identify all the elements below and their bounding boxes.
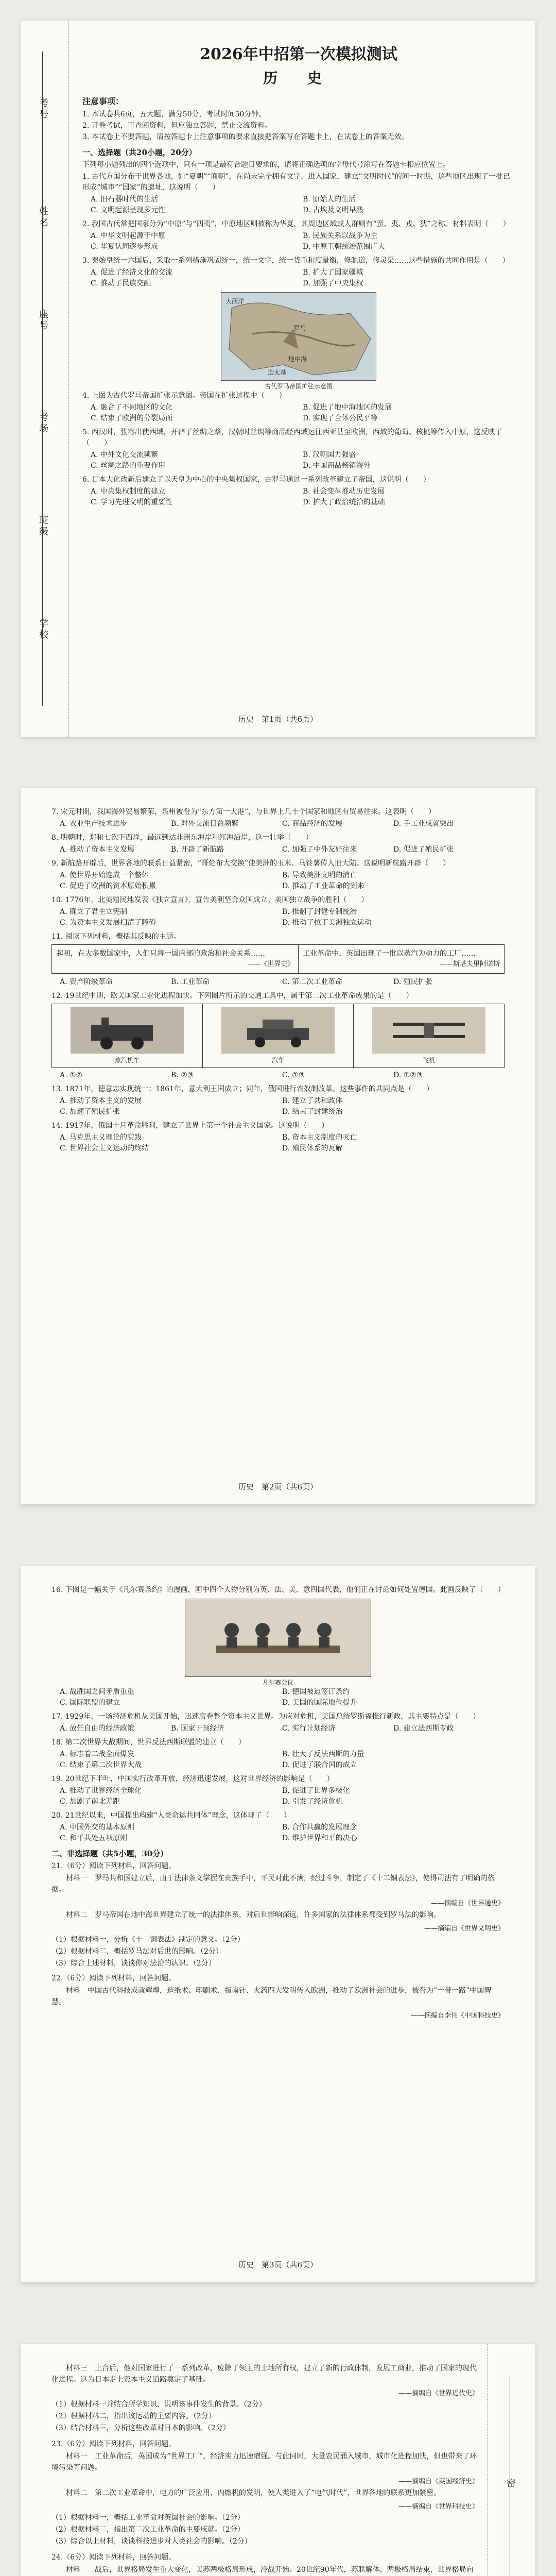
section-1-intro: 下列每小题列出的四个选项中，只有一项是最符合题目要求的，请将正确选项的字母代号涂写在答题卡相应位置上。 (82, 161, 450, 169)
option: D. 手工业成就突出 (393, 820, 454, 828)
question-9-options (51, 870, 505, 892)
image-cell (52, 1004, 203, 1068)
material-text: 起初，在大多数国家中，人们只将一国内部的政治和社会关系…… (56, 950, 265, 958)
option: C. 文明起源呈现多元性 (91, 206, 166, 214)
option: C. 华夏认同逐步形成 (91, 243, 159, 251)
option: B. 对外交流日益频繁 (171, 820, 239, 828)
roman-empire-map (221, 292, 376, 381)
binding-strip (21, 21, 68, 737)
binding-strip-right (488, 2344, 535, 2576)
question-14-options (51, 1132, 505, 1154)
question-24: 24.（6分）阅读下列材料，回答问题。 (51, 2553, 176, 2562)
option: A. 标志着二战全面爆发 (60, 1750, 135, 1758)
question-23-part-1: （1）根据材料一，概括工业革命对英国社会的影响。（2分） (51, 2514, 245, 2522)
option: D. 扩大了政治统治的基础 (303, 498, 385, 506)
question-4: 4. 上图为古代罗马帝国扩张示意图。帝国在扩张过程中（ ） (82, 392, 286, 400)
question-1: 1. 古代方国分布于世界各地，如“夏朝”“商朝”，在尚未完全拥有文字，进入国家，建立“文明时代”的同一时期，这些地区出现了一批已形成“城市”“国家”的遗址，这说明（ ） (82, 173, 510, 192)
question-22-part-3: （3）结合材料三，分析这些改革对日本的影响。（2分） (51, 2424, 230, 2432)
question-2-options (82, 231, 515, 252)
option: C. 世界社会主义运动的终结 (60, 1144, 149, 1153)
option: A. 中外文化交流频繁 (91, 451, 159, 459)
material-6-source: ——摘编自《世界科技史》 (398, 2503, 479, 2511)
option: B. 导致美洲文明的消亡 (282, 871, 357, 879)
question-3: 3. 秦始皇统一六国后，采取一系列措施巩固统一，统一文字，统一货币和度量衡，修驰道，修灵渠……这些措施的共同作用是（ ） (82, 257, 510, 265)
option: D. 结束了封建统治 (282, 1108, 343, 1116)
option: B. ②③ (171, 1071, 194, 1079)
option: B. 原始人的生活 (303, 195, 356, 204)
question-21: 21.（6分）阅读下列材料，回答问题。 (51, 1862, 176, 1870)
material-3: 材料 中国古代科技成就辉煌，造纸术、印刷术、指南针、火药四大发明传入欧洲，推动了欧洲社会的进步，被誉为“一带一路”中国智慧。 (51, 1987, 492, 2006)
exam-page-4 (21, 2344, 535, 2576)
option: D. 推动了工业革命的到来 (282, 882, 364, 890)
question-7-options (51, 819, 505, 829)
option: C. 丝绸之路的重要作用 (91, 462, 166, 470)
page-footer: 历史 第1页（共6页） (238, 715, 318, 724)
question-3-options (82, 267, 515, 289)
option: B. 国家干预经济 (171, 1724, 224, 1733)
binding-field-school: 学校 (38, 618, 48, 641)
question-16: 16. 下图是一幅关于《凡尔赛条约》的漫画，画中四个人物分别为英、法、美、意四国代表，他们正在讨论如何处置德国。此画反映了（ ） (51, 1586, 505, 1594)
option: D. 促进了联合国的成立 (282, 1761, 357, 1769)
material-cell-right (299, 945, 505, 974)
material-5: 材料一 工业革命后，英国成为“世界工厂”，经济实力迅速增强。与此同时，大量农民涌入城市，城市化进程加快，但也带来了环境污染等问题。 (51, 2452, 477, 2472)
option: C. 结束了欧洲的分裂局面 (91, 414, 173, 422)
option: A. 马克思主义理论的实践 (60, 1133, 142, 1142)
question-6: 6. 日本大化改新后建立了以天皇为中心的中央集权国家，古罗马通过一系列改革建立了帝国，这说明（ ） (82, 476, 430, 484)
question-22-part-2: （2）根据材料二，指出该运动的主要内容。（2分） (51, 2412, 216, 2420)
material-4: 材料三 上台后，他对国家进行了一系列改革，废除了领主的土地所有权，建立了新的行政体制，发展工商业，推动了国家的现代化进程。这为日本走上资本主义道路奠定了基础。 (51, 2364, 477, 2384)
note-item: 1. 本试卷共6页，五大题，满分50分，考试时间50分钟。 (82, 110, 266, 118)
image-table (51, 1004, 505, 1068)
material-4-source: ——摘编自《世界近代史》 (398, 2389, 479, 2397)
question-17: 17. 1929年，一场经济危机从美国开始，迅速席卷整个资本主义世界。为应对危机，美国总统罗斯福推行新政，其主要特点是（ ） (51, 1713, 480, 1721)
binding-field-exam-number: 考号 (38, 98, 48, 121)
option: A. 旧石器时代的生活 (91, 195, 159, 204)
binding-field-room: 考场 (38, 412, 48, 435)
option: D. 促进了殖民扩张 (393, 845, 454, 854)
airplane-image (372, 1007, 485, 1054)
steam-locomotive-image (71, 1007, 184, 1054)
question-21-part-2: （2）根据材料二，概括罗马法对后世的影响。（2分） (51, 1947, 223, 1956)
question-4-options (82, 402, 515, 424)
automobile-image (221, 1007, 335, 1054)
question-1-options (82, 194, 515, 216)
question-19-options (51, 1786, 505, 1807)
page-footer: 历史 第2页（共6页） (238, 1482, 318, 1492)
question-16-options (51, 1687, 505, 1708)
option: C. 商品经济的发展 (282, 820, 343, 828)
versailles-cartoon (185, 1599, 371, 1677)
option: C. 和平共处五项原则 (60, 1834, 128, 1842)
page-footer: 历史 第3页（共6页） (238, 2260, 318, 2269)
option: A. 中华文明起源于中原 (91, 232, 166, 240)
option: D. 中国商品畅销海外 (303, 462, 371, 470)
question-12-options (51, 1070, 505, 1081)
image-caption: 蒸汽机车 (114, 1057, 140, 1064)
option: C. 促进了欧洲的资本原始积累 (60, 882, 157, 890)
option: D. ①②③ (393, 1071, 423, 1079)
question-21-part-3: （3）综合上述材料，谈谈你对法治的认识。（2分） (51, 1959, 216, 1968)
option: B. 德国被迫签订条约 (282, 1688, 350, 1696)
option: A. 确立了君主立宪制 (60, 908, 128, 916)
option: A. 使世界开始连成一个整体 (60, 871, 149, 879)
notes-heading: 注意事项： (82, 96, 124, 106)
option: B. 建立了共和政体 (282, 1097, 343, 1105)
option: C. 加剧了南北差距 (60, 1798, 120, 1806)
question-22: 22.（6分）阅读下列材料，回答问题。 (51, 1974, 176, 1982)
question-18-options (51, 1749, 505, 1771)
option: D. 引发了经济危机 (282, 1798, 343, 1806)
material-2: 材料二 罗马帝国在地中海世界建立了统一的法律体系，对后世影响深远，许多国家的法律体系都受到罗马法的影响。 (66, 1911, 441, 1919)
option: A. 推动了资本主义的发展 (60, 1097, 142, 1105)
option: B. 民族关系以战争为主 (303, 232, 378, 240)
option: C. 加速了殖民扩张 (60, 1108, 120, 1116)
question-23: 23.（6分）阅读下列材料，回答问题。 (51, 2440, 176, 2448)
option: B. 推翻了封建专制统治 (282, 908, 357, 916)
exam-subject: 历 史 (263, 70, 334, 87)
option: A. 战胜国之间矛盾重重 (60, 1688, 135, 1696)
image-caption: 汽车 (271, 1057, 284, 1064)
note-item: 2. 开卷考试，可查阅资料，但应独立答题，禁止交流资料。 (82, 122, 272, 130)
question-10-options (51, 907, 505, 928)
option: D. 古埃及文明早熟 (303, 206, 363, 214)
material-2-source: ——摘编自《世界文明史》 (424, 1925, 505, 1933)
section-2-heading: 二、非选择题（共5小题，30分） (51, 1849, 168, 1858)
option: A. 资产阶级革命 (60, 978, 113, 986)
question-8: 8. 明朝时，郑和七次下西洋，最远到达非洲东海岸和红海沿岸，这一壮举（ ） (51, 834, 313, 842)
option: B. 社会变革推动历史发展 (303, 487, 385, 496)
option: C. ①③ (282, 1071, 305, 1079)
question-13: 13. 1871年，德意志实现统一；1861年，意大利王国成立；同年，俄国进行农奴制改革。这些事件的共同点是（ ） (51, 1085, 433, 1093)
option: B. 工业革命 (171, 978, 210, 986)
binding-line (42, 52, 43, 706)
material-3-source: ——摘编自李伟《中国科技史》 (410, 2012, 505, 2020)
material-1-source: ——摘编自《世界通史》 (430, 1900, 505, 1907)
question-8-options (51, 844, 505, 855)
material-table (51, 944, 505, 974)
material-1: 材料一 罗马共和国建立后，由于法律条文掌握在贵族手中，平民对此不满，经过斗争，制定了《十二铜表法》，使得司法有了明确的依据。 (51, 1874, 495, 1894)
question-5-options (82, 450, 515, 471)
image-cell (354, 1004, 505, 1068)
option: B. 合作共赢的发展理念 (282, 1823, 357, 1832)
page-4-content (51, 2363, 479, 2576)
option: C. 第二次工业革命 (282, 978, 343, 986)
option: D. 实现了全体公民平等 (303, 414, 378, 422)
option: C. 加强了中外友好往来 (282, 845, 357, 854)
option: C. 结束了第二次世界大战 (60, 1761, 142, 1769)
map-illustration (221, 293, 376, 380)
exam-page-2 (21, 788, 535, 1504)
question-13-options (51, 1096, 505, 1117)
map-label: 罗马 (293, 325, 306, 332)
option: D. 中原王朝统治范围广大 (303, 243, 385, 251)
option: A. 农业生产技术进步 (60, 820, 128, 828)
page-1-content (82, 39, 515, 511)
option: C. 推动了民族交融 (91, 279, 151, 287)
option: A. 中央集权制度的建立 (91, 487, 166, 496)
option: B. 汉朝国力强盛 (303, 451, 356, 459)
option: A. 中国外交的基本原则 (60, 1823, 135, 1832)
option: B. 促进了世界多极化 (282, 1787, 350, 1795)
binding-field-seat: 座号 (38, 309, 48, 332)
material-text: 工业革命中，英国出现了一批以蒸汽为动力的工厂…… (303, 950, 476, 958)
map-label: 地中海 (288, 355, 307, 363)
option: A. 推动了资本主义发展 (60, 845, 135, 854)
cartoon-caption: 凡尔赛会议 (262, 1679, 293, 1686)
question-11-options (51, 977, 505, 988)
seal-mark: 密 (505, 2478, 516, 2489)
option: D. 美国的国际地位提升 (282, 1699, 357, 1707)
option: C. 实行计划经济 (282, 1724, 336, 1733)
option: A. 推动了世界经济全球化 (60, 1787, 142, 1795)
question-21-part-1: （1）根据材料一，分析《十二铜表法》制定的意义。（2分） (51, 1936, 245, 1944)
option: C. 为资本主义发展扫清了障碍 (60, 919, 157, 927)
option: D. 推动了拉丁美洲独立运动 (282, 919, 372, 927)
exam-page-1 (21, 21, 535, 737)
option: B. 扩大了国家疆域 (303, 268, 363, 277)
material-6: 材料二 第二次工业革命中，电力的广泛应用，内燃机的发明，使人类进入了“电气时代”，世界各地的联系更加紧密。 (66, 2489, 441, 2497)
question-11: 11. 阅读下列材料，概括其反映的主题。 (51, 933, 181, 941)
option: A. ①② (60, 1071, 83, 1079)
option: D. 殖民扩张 (393, 978, 432, 986)
question-12: 12. 19世纪中期，欧美国家工业化进程加快。下列图片所示的交通工具中，属于第二次工业革命成果的是（ ） (51, 992, 413, 1000)
question-22-part-1: （1）根据材料一并结合所学知识，说明该事件发生的背景。（2分） (51, 2400, 266, 2409)
cartoon-illustration (185, 1599, 371, 1676)
question-23-part-3: （3）综合以上材料，谈谈科技进步对人类社会的影响。（2分） (51, 2537, 252, 2546)
question-6-options (82, 486, 515, 508)
option: A. 促进了经济文化的交流 (91, 268, 173, 277)
material-source: ——《世界史》 (247, 960, 294, 968)
exam-title: 2026年中招第一次模拟测试 (200, 45, 397, 63)
question-17-options (51, 1723, 505, 1734)
question-20: 20. 21世纪以来，中国提出构建“人类命运共同体”理念，这体现了（ ） (51, 1811, 291, 1820)
question-7: 7. 宋元时期，我国海外贸易繁荣，泉州被誉为“东方第一大港”，与世界上几十个国家和地区有贸易往来。这表明（ ） (51, 808, 436, 816)
material-5-source: ——摘编自《英国经济史》 (398, 2478, 479, 2485)
page-3-content (51, 1585, 505, 2022)
binding-field-name: 姓名 (38, 206, 48, 229)
map-caption: 古代罗马帝国扩张示意图 (264, 383, 333, 390)
question-2: 2. 我国古代常把国家分为“中原”与“四夷”，中原地区则被称为华夏，其周边区域或人群则有“蛮、夷、戎、狄”之称。材料表明（ ） (82, 220, 510, 228)
option: C. 学习先进文明的重要性 (91, 498, 173, 506)
image-caption: 飞机 (422, 1057, 435, 1064)
material-7: 材料 二战后，世界格局发生重大变化，美苏两极格局形成，冷战开始。20世纪90年代，苏联解体，两极格局结束，世界格局向 (66, 2566, 474, 2574)
option: D. 维护世界和平的决心 (282, 1834, 357, 1842)
question-18: 18. 第二次世界大战期间，世界反法西斯联盟的建立（ ） (51, 1738, 246, 1747)
material-cell-left (52, 945, 299, 974)
question-20-options (51, 1822, 505, 1844)
map-label: 迦太基 (268, 369, 287, 376)
option: D. 加强了中央集权 (303, 279, 363, 287)
map-label: 大西洋 (225, 298, 245, 305)
option: B. 促进了地中海地区的发展 (303, 403, 392, 412)
note-item: 3. 本试卷上不要答题，请按答题卡上注意事项的要求直接把答案写在答题卡上，在试卷上的答案无效。 (82, 133, 409, 141)
question-10: 10. 1776年，北美殖民地发表《独立宣言》，宣告美利坚合众国成立。美国独立战争的胜利（ ） (51, 896, 369, 904)
option: B. 壮大了反法西斯的力量 (282, 1750, 364, 1758)
question-23-part-2: （2）根据材料二，指出第二次工业革命的主要成就。（2分） (51, 2526, 245, 2534)
exam-page-3 (21, 1566, 535, 2282)
question-19: 19. 20世纪下半叶，中国实行改革开放，经济迅速发展，这对世界经济的影响是（ ） (51, 1775, 334, 1783)
option: B. 开辟了新航路 (171, 845, 224, 854)
section-1-heading: 一、选择题（共20小题，20分） (82, 148, 197, 157)
question-14: 14. 1917年，俄国十月革命胜利，建立了世界上第一个社会主义国家。这说明（ ） (51, 1122, 329, 1130)
option: D. 建立法西斯专政 (393, 1724, 454, 1733)
option: A. 融合了不同地区的文化 (91, 403, 173, 412)
question-5: 5. 西汉时，张骞出使西域，开辟了丝绸之路，汉朝时丝绸等商品经西域运往西亚甚至欧洲，西域的葡萄、核桃等传入中原，这反映了（ ） (82, 428, 502, 447)
option: D. 殖民体系的瓦解 (282, 1144, 343, 1153)
option: A. 放任自由的经济政策 (60, 1724, 135, 1733)
option: B. 资本主义制度的灭亡 (282, 1133, 357, 1142)
page-2-content (51, 807, 505, 1157)
material-source: ——斯塔夫里阿诺斯 (439, 960, 500, 968)
question-9: 9. 新航路开辟后，世界各地的联系日益紧密，“哥伦布大交换”使美洲的玉米、马铃薯传入旧大陆。这说明新航路开辟（ ） (51, 859, 450, 868)
option: C. 国际联盟的建立 (60, 1699, 120, 1707)
binding-field-class: 班级 (38, 515, 48, 538)
image-cell (203, 1004, 354, 1068)
